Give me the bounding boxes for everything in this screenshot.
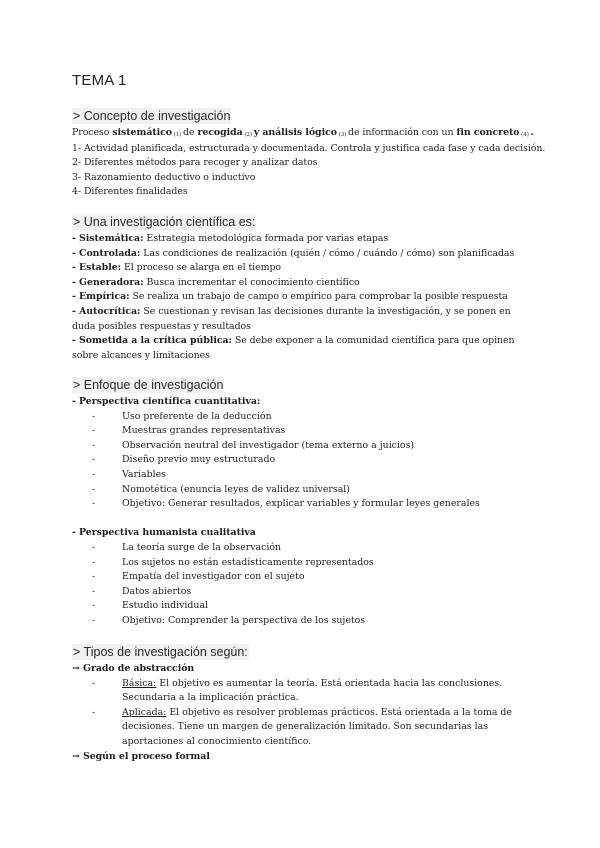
list-item: - Diseño previo muy estructurado — [86, 453, 532, 468]
section-heading: > Una investigación científica es: — [73, 215, 256, 229]
subsection-label: - Perspectiva científica cuantitativa: — [72, 396, 261, 407]
list-item: - Nomotética (enuncia leyes de validez universal) — [86, 483, 532, 498]
subsection-label: - Perspectiva humanista cualitativa — [72, 527, 256, 539]
section-enfoque — [72, 374, 532, 629]
quantitative-list — [72, 410, 532, 512]
list-item: - Variables — [86, 468, 532, 483]
section-tipos — [72, 641, 532, 764]
list-item: - La teoría surge de la observación — [86, 541, 532, 556]
list-item: - Aplicada: El objetivo es resolver problemas prácticos. Está orientada a la toma de decisiones. Tiene un margen de generalización limitado. Son secundarias las aportaciones al conocimiento científico. — [86, 706, 536, 750]
list-item: - Estudio individual — [86, 599, 532, 614]
list-item: - Empatía del investigador con el sujeto — [86, 570, 532, 585]
list-item: - Autocrítica: Se cuestionan y revisan las decisiones durante la investigación, y se ponen en duda posibles respuestas y resultados — [72, 305, 511, 332]
list-item: - Empírica: Se realiza un trabajo de campo o empírico para comprobar la posible respuesta — [72, 291, 508, 303]
list-item: 1- Actividad planificada, estructurada y documentada. Controla y justifica cada fase y cada decisión. — [72, 142, 546, 154]
list-item: - Objetivo: Comprender la perspectiva de los sujetos — [86, 614, 532, 629]
list-item: - Básica: El objetivo es aumentar la teoría. Está orientada hacia las conclusiones. Secundaria a la implicación práctica. — [86, 677, 536, 706]
section-heading: > Tipos de investigación según: — [73, 645, 248, 659]
list-item: 3- Razonamiento deductivo o inductivo — [72, 171, 256, 183]
document-title: TEMA 1 — [72, 72, 127, 89]
list-item: - Estable: El proceso se alarga en el tiempo — [72, 262, 282, 274]
list-item: 2- Diferentes métodos para recoger y analizar datos — [72, 157, 318, 169]
abstraction-list — [72, 677, 532, 750]
list-item: - Observación neutral del investigador (tema externo a juicios) — [86, 439, 532, 454]
list-item: - Generadora: Busca incrementar el conocimiento científico — [72, 276, 360, 288]
list-item: 4- Diferentes finalidades — [72, 186, 188, 198]
list-item: - Objetivo: Generar resultados, explicar variables y formular leyes generales — [86, 497, 532, 512]
list-item: - Controlada: Las condiciones de realización (quién / cómo / cuándo / cómo) son planificadas — [72, 247, 515, 259]
section-investigacion-cientifica — [72, 211, 532, 363]
section-heading: > Concepto de investigación — [73, 109, 231, 123]
section-heading: > Enfoque de investigación — [73, 378, 224, 392]
list-item: - Sometida a la crítica pública: Se debe exponer a la comunidad científica para que opinen sobre alcances y limitaciones — [72, 335, 515, 361]
qualitative-list — [72, 541, 532, 629]
list-item: - Uso preferente de la deducción — [86, 410, 532, 425]
list-item: - Sistemática: Estrategia metodológica formada por varias etapas — [72, 233, 389, 244]
subsection-label: → Según el proceso formal — [72, 750, 210, 762]
list-item: - Muestras grandes representativas — [86, 424, 532, 439]
list-item: - Datos abiertos — [86, 585, 532, 600]
list-item: - Los sujetos no están estadísticamente representados — [86, 556, 532, 571]
section-concepto — [72, 105, 546, 200]
subsection-label: → Grado de abstracción — [72, 663, 195, 674]
definition-line: Proceso sistemático (1) de recogida (2) y análisis lógico (3) de información con un fin concreto (4) . — [72, 127, 534, 138]
